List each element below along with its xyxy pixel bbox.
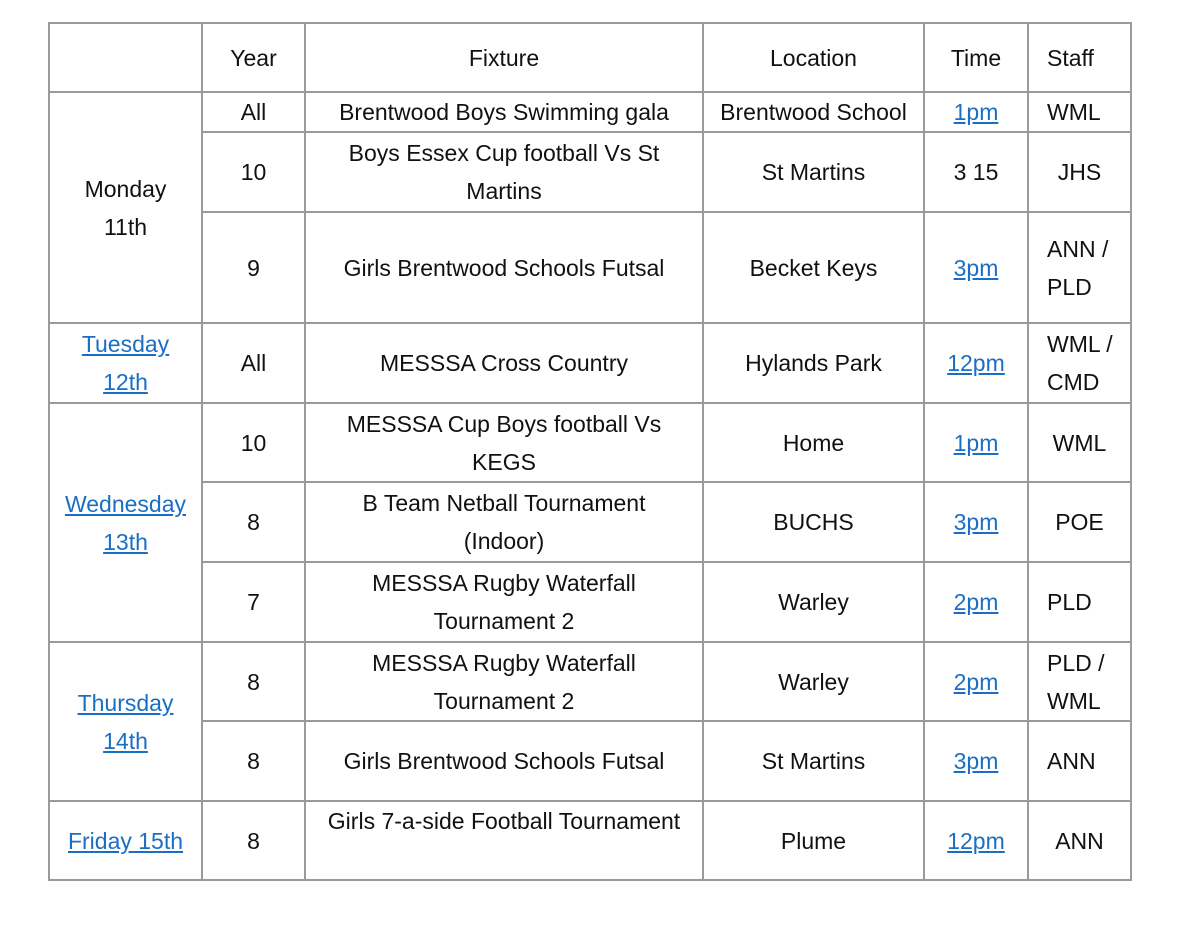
time-cell: 3 15 xyxy=(924,132,1028,212)
staff-cell xyxy=(1028,323,1131,403)
day-date[interactable]: 12th xyxy=(103,369,148,395)
staff-text: ANN / PLD xyxy=(1047,235,1109,300)
table-row xyxy=(49,562,1131,642)
location-cell: St Martins xyxy=(703,132,924,212)
fixture-cell: MESSSA Cross Country xyxy=(305,323,703,403)
fixture-cell: Girls Brentwood Schools Futsal xyxy=(305,212,703,323)
staff-cell: WML xyxy=(1028,92,1131,132)
time-link[interactable]: 12pm xyxy=(947,827,1005,854)
fixture-cell xyxy=(305,482,703,562)
header-time: Time xyxy=(924,23,1028,92)
time-link[interactable]: 12pm xyxy=(947,350,1005,376)
time-link[interactable]: 2pm xyxy=(953,589,999,615)
time-cell xyxy=(924,92,1028,132)
time-cell xyxy=(924,323,1028,403)
year-cell: 8 xyxy=(202,721,305,801)
fixture-cell xyxy=(305,801,703,880)
time-cell xyxy=(924,642,1028,721)
header-row xyxy=(49,23,1131,92)
table-row xyxy=(49,323,1131,403)
year-cell: 9 xyxy=(202,212,305,323)
time-cell xyxy=(924,482,1028,562)
day-cell-friday[interactable] xyxy=(49,801,202,880)
day-label: Monday xyxy=(84,175,167,202)
fixture-text: MESSSA Rugby Waterfall Tournament 2 xyxy=(372,649,636,714)
day-date: 11th xyxy=(103,213,148,240)
fixture-cell xyxy=(305,403,703,482)
day-label[interactable]: Wednesday xyxy=(64,490,187,517)
fixture-cell xyxy=(305,562,703,642)
staff-cell: ANN xyxy=(1028,721,1131,801)
staff-cell: PLD xyxy=(1028,562,1131,642)
header-year: Year xyxy=(202,23,305,92)
day-cell-wednesday[interactable] xyxy=(49,403,202,642)
day-cell-thursday[interactable] xyxy=(49,642,202,801)
fixture-cell xyxy=(305,132,703,212)
fixture-text: Girls 7-a-side Football Tournament xyxy=(327,808,681,834)
header-day xyxy=(49,23,202,92)
fixture-text: B Team Netball Tournament (Indoor) xyxy=(362,490,646,554)
time-link[interactable]: 3pm xyxy=(953,509,999,535)
year-cell: 10 xyxy=(202,132,305,212)
staff-cell: JHS xyxy=(1028,132,1131,212)
table-row xyxy=(49,212,1131,323)
staff-cell: ANN xyxy=(1028,801,1131,880)
staff-text: PLD / WML xyxy=(1047,649,1105,714)
year-cell: All xyxy=(202,323,305,403)
location-cell: Home xyxy=(703,403,924,482)
year-cell: 8 xyxy=(202,642,305,721)
header-location: Location xyxy=(703,23,924,92)
time-link[interactable]: 3pm xyxy=(953,748,999,774)
day-label[interactable]: Friday 15th xyxy=(67,827,184,854)
day-label[interactable]: Tuesday xyxy=(81,331,170,357)
location-cell: Brentwood School xyxy=(703,92,924,132)
staff-text: WML / CMD xyxy=(1047,331,1113,395)
location-cell: Warley xyxy=(703,642,924,721)
table-row xyxy=(49,721,1131,801)
day-cell-tuesday[interactable] xyxy=(49,323,202,403)
fixture-cell: Brentwood Boys Swimming gala xyxy=(305,92,703,132)
fixture-text: MESSSA Cup Boys football Vs KEGS xyxy=(346,410,662,475)
year-cell: All xyxy=(202,92,305,132)
day-cell-monday xyxy=(49,92,202,323)
header-fixture: Fixture xyxy=(305,23,703,92)
table-row xyxy=(49,132,1131,212)
year-cell: 7 xyxy=(202,562,305,642)
time-link[interactable]: 3pm xyxy=(953,254,999,281)
table-row xyxy=(49,482,1131,562)
time-cell xyxy=(924,721,1028,801)
location-cell: Becket Keys xyxy=(703,212,924,323)
table-row xyxy=(49,403,1131,482)
location-cell: Plume xyxy=(703,801,924,880)
day-date[interactable]: 14th xyxy=(103,727,148,754)
time-link[interactable]: 1pm xyxy=(953,99,999,125)
location-cell: Warley xyxy=(703,562,924,642)
header-staff: Staff xyxy=(1028,23,1131,92)
day-label[interactable]: Thursday xyxy=(77,689,174,716)
table-row xyxy=(49,92,1131,132)
location-cell: BUCHS xyxy=(703,482,924,562)
year-cell: 8 xyxy=(202,801,305,880)
staff-cell: POE xyxy=(1028,482,1131,562)
time-cell xyxy=(924,403,1028,482)
table-row xyxy=(49,801,1131,880)
fixture-text: Boys Essex Cup football Vs St Martins xyxy=(348,140,660,204)
fixture-cell: Girls Brentwood Schools Futsal xyxy=(305,721,703,801)
staff-cell xyxy=(1028,642,1131,721)
staff-cell xyxy=(1028,212,1131,323)
time-link[interactable]: 1pm xyxy=(953,429,999,456)
location-cell: Hylands Park xyxy=(703,323,924,403)
location-cell: St Martins xyxy=(703,721,924,801)
time-link[interactable]: 2pm xyxy=(953,668,999,695)
day-date[interactable]: 13th xyxy=(103,528,148,555)
table-row xyxy=(49,642,1131,721)
year-cell: 8 xyxy=(202,482,305,562)
fixture-text: MESSSA Rugby Waterfall Tournament 2 xyxy=(372,570,636,634)
year-cell: 10 xyxy=(202,403,305,482)
time-cell xyxy=(924,562,1028,642)
time-cell xyxy=(924,212,1028,323)
staff-cell: WML xyxy=(1028,403,1131,482)
time-cell xyxy=(924,801,1028,880)
fixtures-table xyxy=(48,22,1132,881)
fixture-cell xyxy=(305,642,703,721)
